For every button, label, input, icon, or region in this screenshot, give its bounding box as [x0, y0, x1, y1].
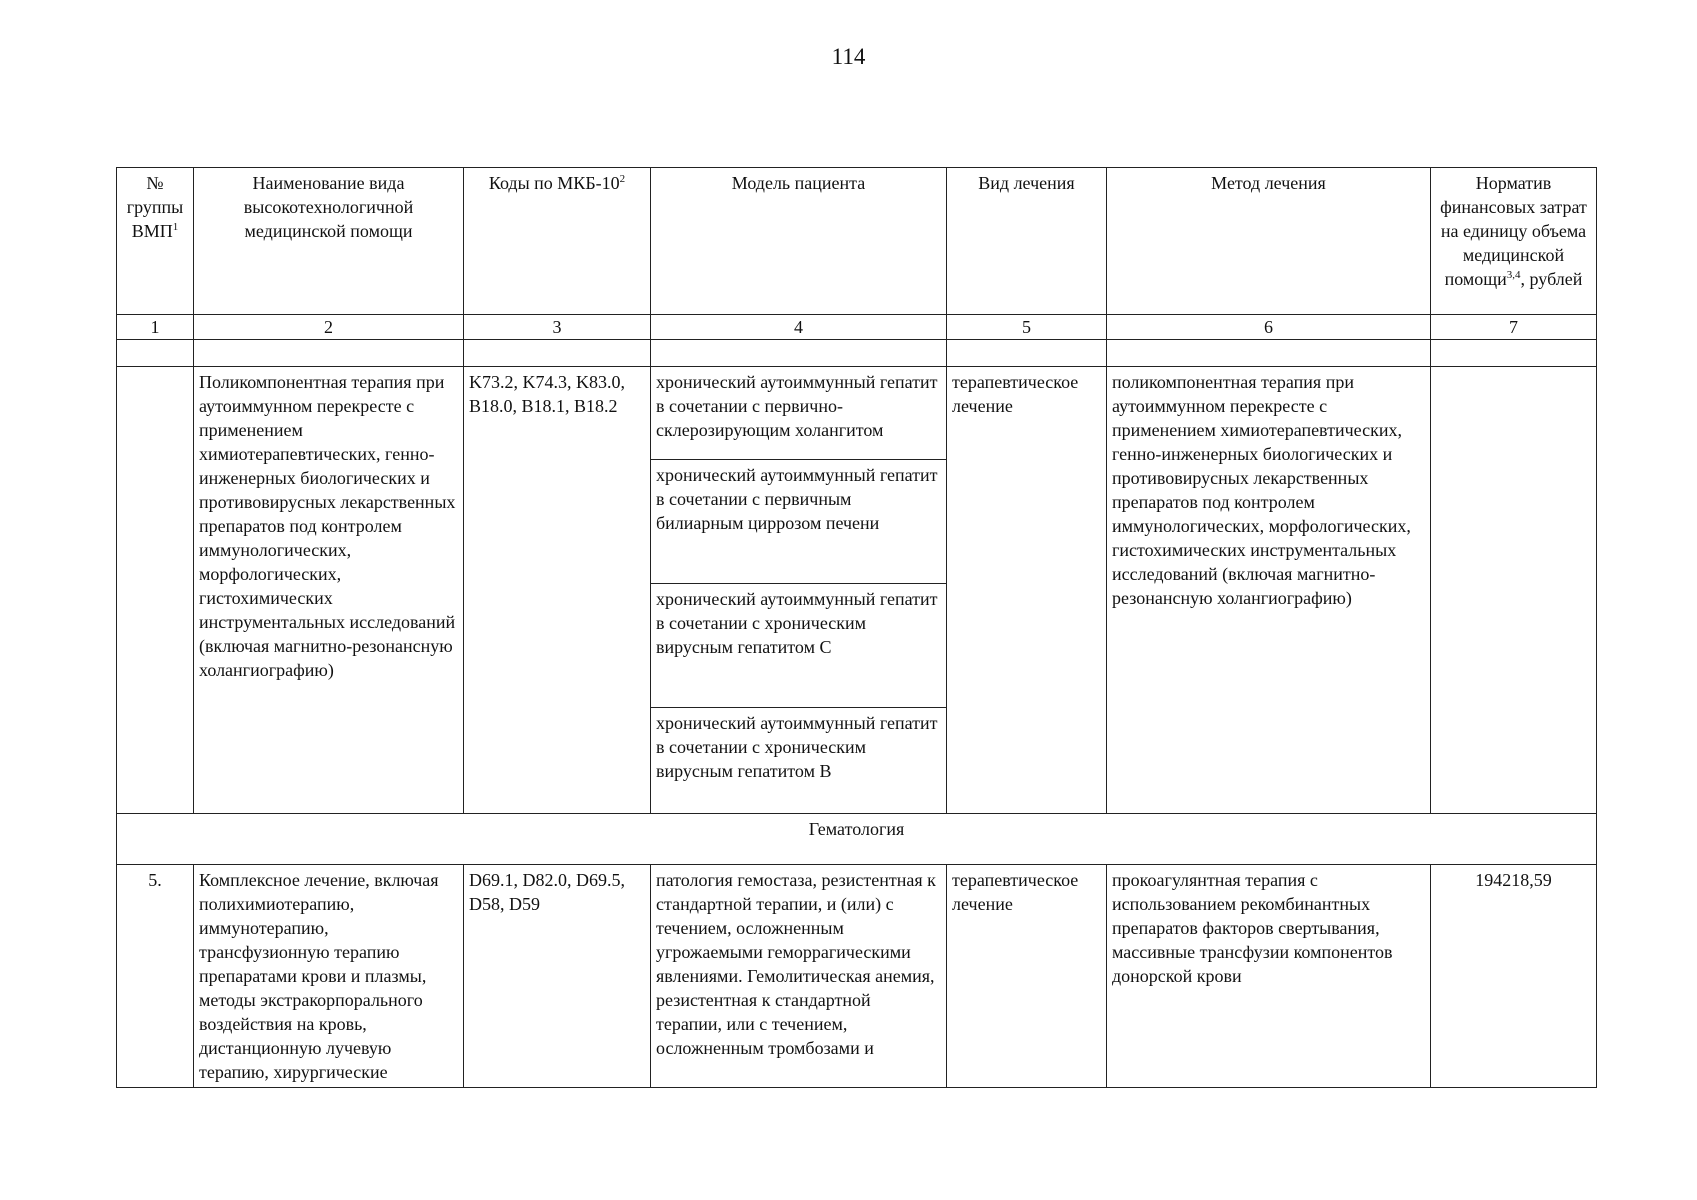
header-cost-norm: Норматив финансовых затрат на единицу объема медицинской помощи$^{3,4}$, рублей: [1431, 168, 1597, 315]
column-number: 4: [651, 315, 947, 340]
patient-model-item: хронический аутоиммунный гепатит в сочетании с хроническим вирусным гепатитом B: [651, 707, 946, 813]
table-row: [117, 367, 1597, 814]
header-treatment-type: Вид лечения: [947, 168, 1107, 315]
care-name-cell: Комплексное лечение, включая полихимиотерапию, иммунотерапию, трансфузионную терапию препаратами крови и плазмы, методы экстракорпорального воздействия на кровь, дистанционную лучевую терапию, хирургические: [194, 865, 464, 1088]
column-number: 1: [117, 315, 194, 340]
patient-model-cell: [651, 367, 947, 814]
section-row: [117, 814, 1597, 865]
column-number-row: [117, 315, 1597, 340]
patient-model-item: хронический аутоиммунный гепатит в сочетании с первично-склерозирующим холангитом: [656, 372, 938, 440]
table-row: [117, 865, 1597, 1088]
vmp-table: [116, 167, 1597, 1088]
patient-model-item: хронический аутоиммунный гепатит в сочетании с хроническим вирусным гепатитом C: [651, 583, 946, 707]
column-number: 6: [1107, 315, 1431, 340]
treatment-type-cell: терапевтическое лечение: [947, 367, 1107, 814]
header-group-number: № группы ВМП$^1$: [117, 168, 194, 315]
cost-norm-cell: 194218,59: [1431, 865, 1597, 1088]
patient-model-cell: патология гемостаза, резистентная к стандартной терапии, и (или) с течением, осложненным угрожаемыми геморрагическими явлениями. Гемолитическая анемия, резистентная к стандартной терапии, или с течением, осложненным тромбозами и: [651, 865, 947, 1088]
header-treatment-method: Метод лечения: [1107, 168, 1431, 315]
section-title: Гематология: [117, 814, 1597, 865]
column-number: 7: [1431, 315, 1597, 340]
header-icd-codes: Коды по МКБ-$10^2$: [464, 168, 651, 315]
column-number: 2: [194, 315, 464, 340]
spacer-row: [117, 340, 1597, 367]
icd-codes-cell: K73.2, K74.3, K83.0, B18.0, B18.1, B18.2: [464, 367, 651, 814]
page-number: 114: [831, 44, 866, 69]
header-row: [117, 168, 1597, 315]
column-number: 3: [464, 315, 651, 340]
group-number-cell: [117, 367, 194, 814]
cost-norm-cell: [1431, 367, 1597, 814]
treatment-type-cell: терапевтическое лечение: [947, 865, 1107, 1088]
patient-model-item: хронический аутоиммунный гепатит в сочетании с первичным билиарным циррозом печени: [651, 459, 946, 583]
treatment-method-cell: прокоагулянтная терапия с использованием рекомбинантных препаратов факторов свертывания, массивные трансфузии компонентов донорской крови: [1107, 865, 1431, 1088]
header-care-name: Наименование вида высокотехнологичной медицинской помощи: [194, 168, 464, 315]
care-name-cell: Поликомпонентная терапия при аутоиммунном перекресте с применением химиотерапевтических, генно-инженерных биологических и противовирусных лекарственных препаратов под контролем иммунологических, морфологических, гистохимических инструментальных исследований (включая магнитно-резонансную холангиографию): [194, 367, 464, 814]
group-number-cell: 5.: [117, 865, 194, 1088]
header-patient-model: Модель пациента: [651, 168, 947, 315]
column-number: 5: [947, 315, 1107, 340]
treatment-method-cell: поликомпонентная терапия при аутоиммунном перекресте с применением химиотерапевтических, генно-инженерных биологических и противовирусных лекарственных препаратов под контролем иммунологических, морфологических, гистохимических инструментальных исследований (включая магнитно-резонансную холангиографию): [1107, 367, 1431, 814]
icd-codes-cell: D69.1, D82.0, D69.5, D58, D59: [464, 865, 651, 1088]
